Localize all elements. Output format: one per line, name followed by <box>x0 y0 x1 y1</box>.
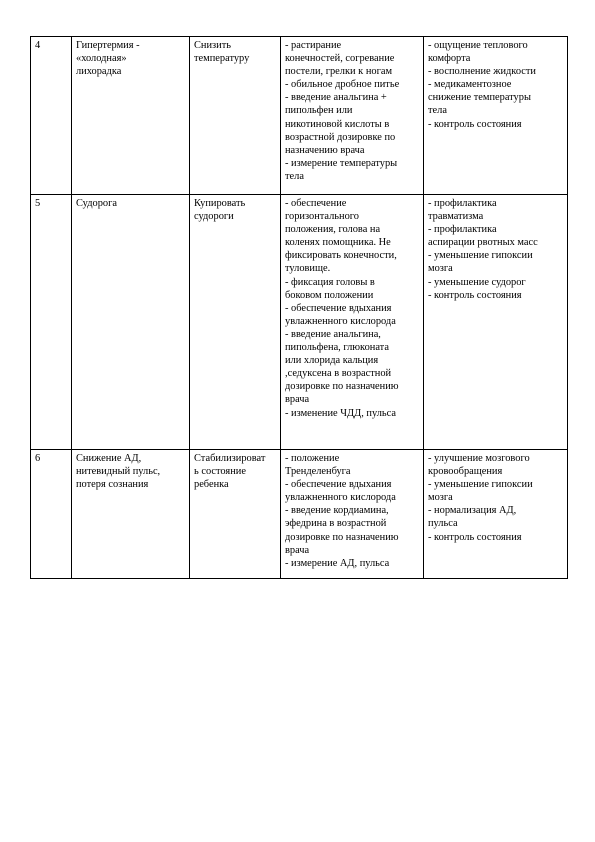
cell-problem-line: нитевидный пульс, <box>76 466 161 478</box>
cell-problem <box>72 37 190 195</box>
cell-problem-line: лихорадка <box>76 66 122 78</box>
table-row <box>31 37 568 195</box>
cell-actions-line: Тренделенбуга <box>285 466 351 478</box>
cell-evaluation-line: травматизма <box>428 211 484 223</box>
cell-actions-line: - введение кордиамина, <box>285 505 389 517</box>
cell-evaluation-line: мозга <box>428 263 453 275</box>
cell-evaluation-line: снижение температуры <box>428 92 531 104</box>
cell-actions-line: тела <box>285 170 304 182</box>
cell-evaluation <box>424 450 568 579</box>
table-row <box>31 450 568 579</box>
cell-actions-line: - измерение АД, пульса <box>285 557 390 569</box>
cell-number-text: 4 <box>35 40 41 51</box>
cell-problem-line: «холодная» <box>76 53 127 65</box>
cell-actions-line: назначению врача <box>285 144 365 156</box>
cell-actions-line: дозировке по назначению <box>285 531 399 543</box>
cell-goal-line: Купировать <box>194 198 246 209</box>
cell-actions-line: ,седуксена в возрастной <box>285 368 392 380</box>
cell-goal <box>190 450 281 579</box>
cell-actions-line: положения, голова на <box>285 224 381 236</box>
cell-actions-line: - обеспечение <box>285 198 347 209</box>
cell-number <box>31 450 72 579</box>
cell-goal-line: температуру <box>194 53 250 65</box>
cell-actions-line: - растирание <box>285 40 342 51</box>
cell-problem-line: Снижение АД, <box>76 453 142 464</box>
cell-goal <box>190 195 281 450</box>
nursing-care-table <box>30 36 568 579</box>
cell-evaluation-line: пульса <box>428 518 458 530</box>
cell-actions-line: конечностей, согревание <box>285 53 395 65</box>
cell-evaluation-line: мозга <box>428 492 453 504</box>
cell-evaluation-line: - контроль состояния <box>428 118 522 130</box>
cell-actions-line: боковом положении <box>285 289 374 301</box>
cell-evaluation-line: - профилактика <box>428 224 497 236</box>
cell-actions-line: постели, грелки к ногам <box>285 66 393 78</box>
cell-actions-line: эфедрина в возрастной <box>285 518 387 530</box>
cell-evaluation-line: - контроль состояния <box>428 531 522 543</box>
cell-evaluation-line: - нормализация АД, <box>428 505 517 517</box>
cell-evaluation-line: аспирации рвотных масс <box>428 237 538 249</box>
cell-actions-line: - фиксация головы в <box>285 276 375 288</box>
cell-evaluation-line: - уменьшение гипоксии <box>428 250 533 262</box>
cell-evaluation-line: - медикаментозное <box>428 79 512 91</box>
cell-actions-line: возрастной дозировке по <box>285 131 396 143</box>
cell-evaluation-line: - контроль состояния <box>428 289 522 301</box>
cell-actions-line: фиксировать конечности, <box>285 250 397 262</box>
table-body <box>31 37 568 579</box>
cell-problem <box>72 450 190 579</box>
cell-evaluation-line: - уменьшение гипоксии <box>428 479 533 491</box>
cell-evaluation-line: - уменьшение судорог <box>428 276 526 288</box>
table-row <box>31 195 568 450</box>
cell-goal-line: Снизить <box>194 40 231 51</box>
cell-actions-line: туловище. <box>285 263 331 275</box>
cell-evaluation <box>424 37 568 195</box>
cell-actions-line: врача <box>285 544 310 556</box>
cell-actions-line: увлажненного кислорода <box>285 492 396 504</box>
cell-actions-line: или хлорида кальция <box>285 355 379 367</box>
cell-number-text: 5 <box>35 198 41 209</box>
cell-problem-line: потеря сознания <box>76 479 149 491</box>
cell-actions-line: - обеспечение вдыхания <box>285 479 392 491</box>
cell-evaluation-line: - улучшение мозгового <box>428 453 530 464</box>
cell-evaluation-line: - восполнение жидкости <box>428 66 536 78</box>
cell-actions-line: - введение анальгина + <box>285 92 387 104</box>
cell-evaluation-line: кровообращения <box>428 466 503 478</box>
cell-actions <box>281 37 424 195</box>
cell-goal-line: ребенка <box>194 479 229 491</box>
cell-actions <box>281 195 424 450</box>
cell-actions-line: никотиновой кислоты в <box>285 118 390 130</box>
cell-actions-line: - обеспечение вдыхания <box>285 302 392 314</box>
cell-actions-line: - изменение ЧДД, пульса <box>285 407 396 419</box>
cell-actions-line: коленях помощника. Не <box>285 237 391 249</box>
cell-number <box>31 195 72 450</box>
cell-actions-line: - измерение температуры <box>285 157 398 169</box>
cell-actions-line: увлажненного кислорода <box>285 315 396 327</box>
cell-actions <box>281 450 424 579</box>
cell-number <box>31 37 72 195</box>
cell-actions-line: пипольфена, глюконата <box>285 342 389 354</box>
cell-actions-line: пипольфен или <box>285 105 353 117</box>
cell-problem-line: Судорога <box>76 198 117 209</box>
cell-number-text: 6 <box>35 453 41 464</box>
cell-evaluation <box>424 195 568 450</box>
cell-goal-line: судороги <box>194 211 234 223</box>
cell-actions-line: - обильное дробное питье <box>285 79 400 91</box>
cell-evaluation-line: тела <box>428 105 447 117</box>
cell-evaluation-line: - ощущение теплового <box>428 40 528 51</box>
cell-goal-line: Стабилизироват <box>194 453 266 464</box>
cell-problem <box>72 195 190 450</box>
cell-evaluation-line: комфорта <box>428 53 471 65</box>
cell-actions-line: дозировке по назначению <box>285 381 399 393</box>
cell-actions-line: - положение <box>285 453 340 464</box>
cell-goal <box>190 37 281 195</box>
cell-evaluation-line: - профилактика <box>428 198 497 209</box>
cell-actions-line: горизонтального <box>285 211 360 223</box>
cell-actions-line: врача <box>285 394 310 406</box>
cell-problem-line: Гипертермия - <box>76 40 140 51</box>
cell-actions-line: - введение анальгина, <box>285 328 381 340</box>
cell-goal-line: ь состояние <box>194 466 246 478</box>
